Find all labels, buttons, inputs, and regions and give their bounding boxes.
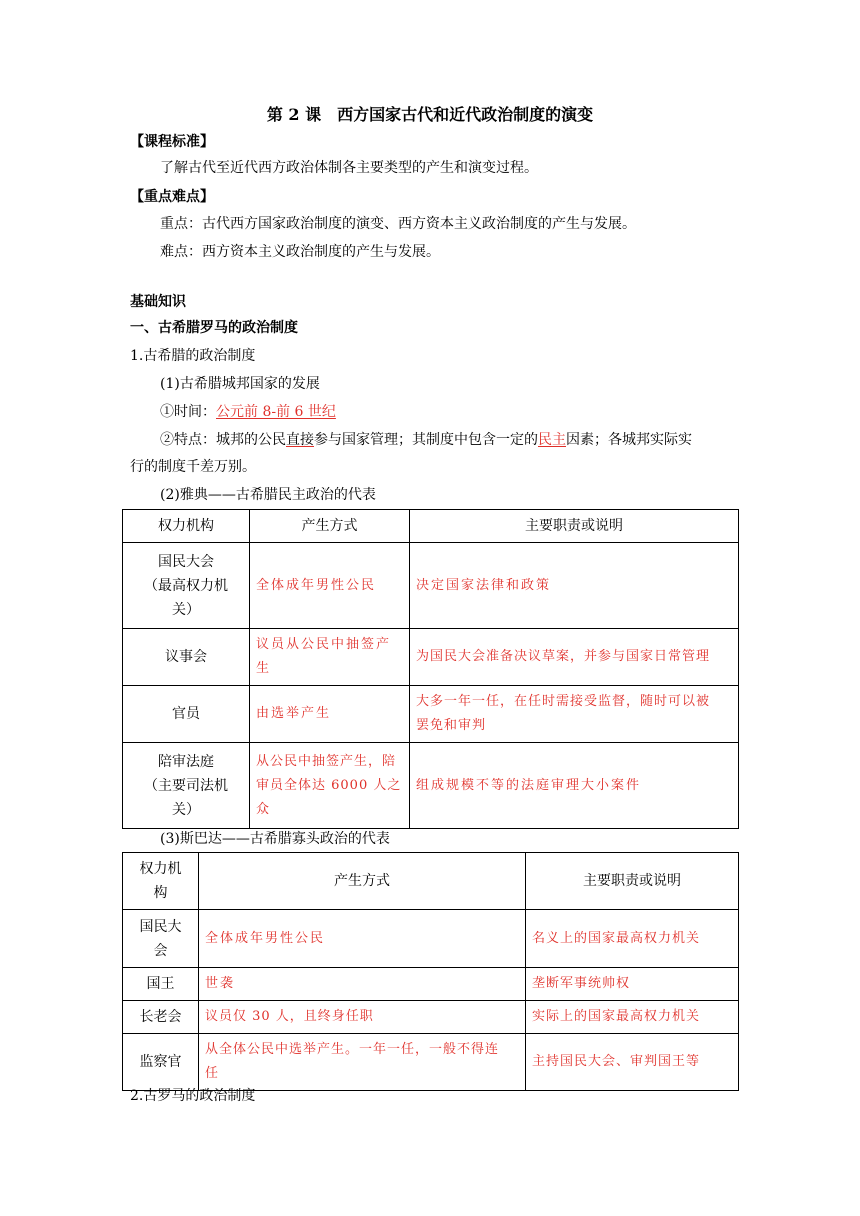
- table-header-row: [123, 510, 739, 543]
- sparta-heading: (3)斯巴达——古希腊寡头政治的代表: [160, 831, 390, 847]
- feature-answer-democracy: 民主: [538, 432, 566, 448]
- table-header-row: [123, 853, 739, 910]
- course-standard-text: 了解古代至近代西方政治体制各主要类型的产生和演变过程。: [160, 160, 538, 176]
- feature-line: [160, 430, 692, 450]
- header-organ: 权力机构: [123, 510, 250, 543]
- feature-line-continued: 行的制度千差万别。: [130, 459, 256, 475]
- feature-answer-direct: 直接: [286, 432, 314, 448]
- duty-cell: 垄断军事统帅权: [526, 968, 739, 1001]
- organ-cell: 议事会: [123, 629, 250, 686]
- header-duty: 主要职责或说明: [526, 853, 739, 910]
- organ-cell: 监察官: [123, 1034, 199, 1091]
- athens-heading: (2)雅典——古希腊民主政治的代表: [160, 487, 376, 503]
- table-row: [123, 910, 739, 968]
- key-points-heading: 【重点难点】: [130, 189, 214, 205]
- method-cell: 由选举产生: [250, 686, 410, 743]
- feature-text-2: 参与国家管理；其制度中包含一定的: [314, 432, 538, 448]
- basic-knowledge-heading: 基础知识: [130, 294, 186, 310]
- header-method: 产生方式: [199, 853, 526, 910]
- feature-text-3: 因素；各城邦实际实: [566, 432, 692, 448]
- duty-cell: 为国民大会准备决议草案，并参与国家日常管理: [410, 629, 739, 686]
- method-cell: 议员从公民中抽签产 生: [250, 629, 410, 686]
- subheading-greece: 1.古希腊的政治制度: [130, 348, 256, 364]
- duty-cell: 名义上的国家最高权力机关: [526, 910, 739, 968]
- subheading-rome: 2.古罗马的政治制度: [130, 1088, 256, 1104]
- header-duty: 主要职责或说明: [410, 510, 739, 543]
- time-label: ①时间：: [160, 404, 216, 420]
- table-row: [123, 686, 739, 743]
- table-row: [123, 743, 739, 829]
- organ-cell: 官员: [123, 686, 250, 743]
- method-cell: 从公民中抽签产生，陪 审员全体达 6000 人之 众: [250, 743, 410, 829]
- organ-cell: 国民大 会: [123, 910, 199, 968]
- method-cell: 从全体公民中选举产生。一年一任，一般不得连 任: [199, 1034, 526, 1091]
- duty-cell: 实际上的国家最高权力机关: [526, 1001, 739, 1034]
- method-cell: 世袭: [199, 968, 526, 1001]
- method-cell: 全体成年男性公民: [199, 910, 526, 968]
- table-row: [123, 1034, 739, 1091]
- method-cell: 全体成年男性公民: [250, 543, 410, 629]
- organ-cell: 陪审法庭 （主要司法机 关）: [123, 743, 250, 829]
- organ-cell: 长老会: [123, 1001, 199, 1034]
- table-row: [123, 1001, 739, 1034]
- time-answer: 公元前 8-前 6 世纪: [216, 404, 336, 420]
- difficult-point-text: 难点：西方资本主义政治制度的产生与发展。: [160, 244, 440, 260]
- subheading-city-state: (1)古希腊城邦国家的发展: [160, 376, 320, 392]
- table-row: [123, 968, 739, 1001]
- key-point-text: 重点：古代西方国家政治制度的演变、西方资本主义政治制度的产生与发展。: [160, 216, 636, 232]
- table-row: [123, 629, 739, 686]
- header-method: 产生方式: [250, 510, 410, 543]
- course-standard-heading: 【课程标准】: [130, 134, 214, 150]
- method-cell: 议员仅 30 人，且终身任职: [199, 1001, 526, 1034]
- feature-text-1: ②特点：城邦的公民: [160, 432, 286, 448]
- duty-cell: 主持国民大会、审判国王等: [526, 1034, 739, 1091]
- athens-table: [122, 509, 739, 829]
- duty-cell: 大多一年一任，在任时需接受监督，随时可以被 罢免和审判: [410, 686, 739, 743]
- organ-cell: 国民大会 （最高权力机 关）: [123, 543, 250, 629]
- duty-cell: 决定国家法律和政策: [410, 543, 739, 629]
- table-row: [123, 543, 739, 629]
- header-organ: 权力机 构: [123, 853, 199, 910]
- organ-cell: 国王: [123, 968, 199, 1001]
- lesson-title: 第 2 课 西方国家古代和近代政治制度的演变: [266, 105, 594, 124]
- sparta-table: [122, 852, 739, 1091]
- time-line: [160, 402, 336, 422]
- duty-cell: 组成规模不等的法庭审理大小案件: [410, 743, 739, 829]
- section-heading-greece-rome: 一、古希腊罗马的政治制度: [130, 320, 298, 336]
